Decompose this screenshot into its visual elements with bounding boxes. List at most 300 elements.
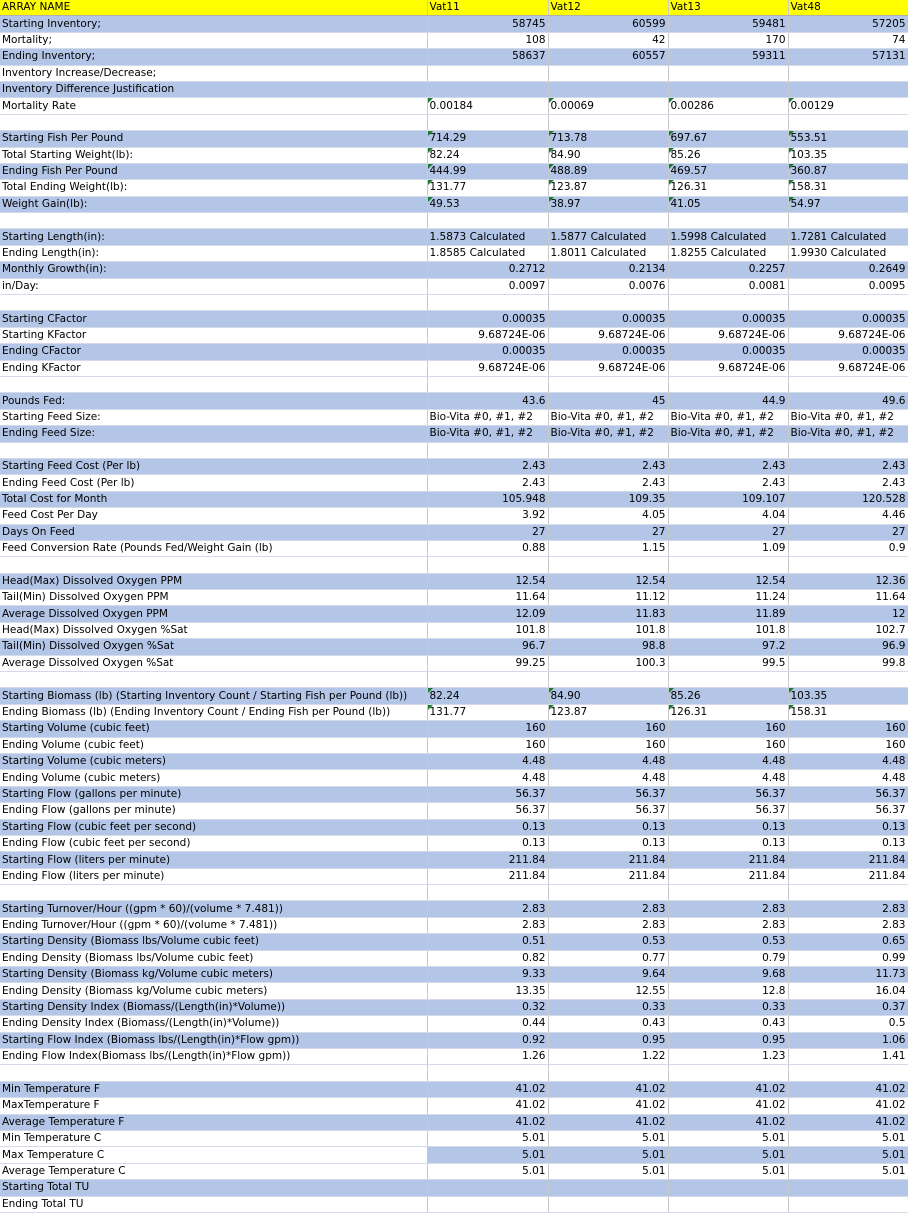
value-cell[interactable]: 0.00035 bbox=[668, 311, 788, 327]
empty-cell[interactable] bbox=[548, 114, 668, 130]
value-cell[interactable]: 211.84 bbox=[788, 868, 908, 884]
value-cell[interactable]: 160 bbox=[548, 721, 668, 737]
row-label-cell[interactable]: Ending Volume (cubic meters) bbox=[0, 770, 427, 786]
value-cell[interactable]: 3.92 bbox=[427, 508, 548, 524]
row-label-cell[interactable]: Tail(Min) Dissolved Oxygen PPM bbox=[0, 590, 427, 606]
value-cell[interactable]: 0.00035 bbox=[788, 344, 908, 360]
value-cell[interactable]: 12.54 bbox=[427, 573, 548, 589]
value-cell[interactable]: 27 bbox=[668, 524, 788, 540]
value-cell[interactable]: 41.05 bbox=[668, 196, 788, 212]
empty-cell[interactable] bbox=[668, 557, 788, 573]
row-label-cell[interactable]: Mortality Rate bbox=[0, 98, 427, 114]
value-cell[interactable]: 38.97 bbox=[548, 196, 668, 212]
row-label-cell[interactable]: Starting Density Index (Biomass/(Length(in)*Volume)) bbox=[0, 999, 427, 1015]
value-cell[interactable]: 1.5877 Calculated bbox=[548, 229, 668, 245]
value-cell[interactable]: 2.43 bbox=[668, 458, 788, 474]
value-cell[interactable]: 160 bbox=[788, 721, 908, 737]
empty-cell[interactable] bbox=[0, 442, 427, 458]
value-cell[interactable]: 41.02 bbox=[548, 1081, 668, 1097]
row-label-cell[interactable]: in/Day: bbox=[0, 278, 427, 294]
value-cell[interactable]: 58745 bbox=[427, 16, 548, 32]
value-cell[interactable]: 9.68724E-06 bbox=[668, 327, 788, 343]
value-cell[interactable]: 5.01 bbox=[548, 1163, 668, 1179]
value-cell[interactable]: 74 bbox=[788, 32, 908, 48]
value-cell[interactable]: 103.35 bbox=[788, 147, 908, 163]
value-cell[interactable]: 11.83 bbox=[548, 606, 668, 622]
row-label-cell[interactable]: Mortality; bbox=[0, 32, 427, 48]
empty-cell[interactable] bbox=[548, 442, 668, 458]
row-label-cell[interactable]: Starting CFactor bbox=[0, 311, 427, 327]
value-cell[interactable]: 96.9 bbox=[788, 639, 908, 655]
value-cell[interactable]: 1.15 bbox=[548, 540, 668, 556]
value-cell[interactable]: 158.31 bbox=[788, 704, 908, 720]
value-cell[interactable] bbox=[668, 1180, 788, 1196]
value-cell[interactable]: 56.37 bbox=[427, 803, 548, 819]
value-cell[interactable]: 0.00184 bbox=[427, 98, 548, 114]
empty-cell[interactable] bbox=[788, 557, 908, 573]
value-cell[interactable]: 0.2712 bbox=[427, 262, 548, 278]
value-cell[interactable]: 4.48 bbox=[427, 770, 548, 786]
value-cell[interactable]: 60599 bbox=[548, 16, 668, 32]
value-cell[interactable]: 27 bbox=[548, 524, 668, 540]
value-cell[interactable]: Bio-Vita #0, #1, #2 bbox=[427, 409, 548, 425]
value-cell[interactable]: 0.13 bbox=[427, 835, 548, 851]
value-cell[interactable]: 60557 bbox=[548, 49, 668, 65]
value-cell[interactable]: 4.46 bbox=[788, 508, 908, 524]
value-cell[interactable]: 0.13 bbox=[668, 835, 788, 851]
value-cell[interactable]: 5.01 bbox=[668, 1163, 788, 1179]
value-cell[interactable]: 5.01 bbox=[548, 1147, 668, 1163]
empty-cell[interactable] bbox=[548, 672, 668, 688]
value-cell[interactable]: 160 bbox=[427, 721, 548, 737]
value-cell[interactable]: 41.02 bbox=[668, 1081, 788, 1097]
value-cell[interactable]: 41.02 bbox=[788, 1114, 908, 1130]
empty-cell[interactable] bbox=[427, 295, 548, 311]
row-label-cell[interactable]: Inventory Increase/Decrease; bbox=[0, 65, 427, 81]
empty-cell[interactable] bbox=[788, 442, 908, 458]
value-cell[interactable]: 4.48 bbox=[427, 753, 548, 769]
value-cell[interactable]: 13.35 bbox=[427, 983, 548, 999]
empty-cell[interactable] bbox=[788, 1065, 908, 1081]
value-cell[interactable]: 0.00035 bbox=[548, 311, 668, 327]
value-cell[interactable]: 9.68 bbox=[668, 967, 788, 983]
value-cell[interactable]: 0.0076 bbox=[548, 278, 668, 294]
value-cell[interactable]: 123.87 bbox=[548, 704, 668, 720]
empty-cell[interactable] bbox=[788, 114, 908, 130]
row-label-cell[interactable]: MaxTemperature F bbox=[0, 1098, 427, 1114]
value-cell[interactable]: 0.00069 bbox=[548, 98, 668, 114]
value-cell[interactable]: 11.64 bbox=[788, 590, 908, 606]
value-cell[interactable]: 11.89 bbox=[668, 606, 788, 622]
value-cell[interactable]: 102.7 bbox=[788, 622, 908, 638]
value-cell[interactable]: 12.36 bbox=[788, 573, 908, 589]
value-cell[interactable]: 49.6 bbox=[788, 393, 908, 409]
row-label-cell[interactable]: Average Dissolved Oxygen PPM bbox=[0, 606, 427, 622]
value-cell[interactable]: 553.51 bbox=[788, 131, 908, 147]
value-cell[interactable] bbox=[427, 1180, 548, 1196]
value-cell[interactable] bbox=[427, 65, 548, 81]
value-cell[interactable]: 211.84 bbox=[427, 868, 548, 884]
value-cell[interactable]: 11.24 bbox=[668, 590, 788, 606]
row-label-cell[interactable]: Starting Density (Biomass kg/Volume cubic meters) bbox=[0, 967, 427, 983]
value-cell[interactable]: Bio-Vita #0, #1, #2 bbox=[548, 426, 668, 442]
value-cell[interactable]: 2.83 bbox=[548, 917, 668, 933]
value-cell[interactable]: 27 bbox=[788, 524, 908, 540]
value-cell[interactable]: 56.37 bbox=[427, 786, 548, 802]
value-cell[interactable]: 0.13 bbox=[788, 819, 908, 835]
value-cell[interactable]: 56.37 bbox=[548, 803, 668, 819]
value-cell[interactable]: Bio-Vita #0, #1, #2 bbox=[548, 409, 668, 425]
value-cell[interactable]: 5.01 bbox=[668, 1147, 788, 1163]
empty-cell[interactable] bbox=[788, 376, 908, 392]
row-label-cell[interactable]: Average Temperature C bbox=[0, 1163, 427, 1179]
empty-cell[interactable] bbox=[548, 376, 668, 392]
header-cell-vat13[interactable]: Vat13 bbox=[668, 0, 788, 16]
value-cell[interactable]: 101.8 bbox=[427, 622, 548, 638]
row-label-cell[interactable]: Ending Flow (cubic feet per second) bbox=[0, 835, 427, 851]
value-cell[interactable]: 5.01 bbox=[427, 1163, 548, 1179]
empty-cell[interactable] bbox=[668, 442, 788, 458]
row-label-cell[interactable]: Head(Max) Dissolved Oxygen PPM bbox=[0, 573, 427, 589]
value-cell[interactable]: 0.00035 bbox=[788, 311, 908, 327]
empty-cell[interactable] bbox=[668, 295, 788, 311]
value-cell[interactable]: 1.8585 Calculated bbox=[427, 245, 548, 261]
empty-cell[interactable] bbox=[427, 114, 548, 130]
value-cell[interactable] bbox=[668, 81, 788, 97]
value-cell[interactable]: 105.948 bbox=[427, 491, 548, 507]
value-cell[interactable]: 0.00035 bbox=[668, 344, 788, 360]
value-cell[interactable]: 0.43 bbox=[668, 1016, 788, 1032]
value-cell[interactable]: 2.83 bbox=[427, 917, 548, 933]
value-cell[interactable]: 0.33 bbox=[548, 999, 668, 1015]
value-cell[interactable]: 5.01 bbox=[788, 1130, 908, 1146]
row-label-cell[interactable]: Ending Density (Biomass kg/Volume cubic meters) bbox=[0, 983, 427, 999]
empty-cell[interactable] bbox=[548, 295, 668, 311]
value-cell[interactable]: 56.37 bbox=[548, 786, 668, 802]
value-cell[interactable] bbox=[548, 1180, 668, 1196]
value-cell[interactable]: 131.77 bbox=[427, 180, 548, 196]
row-label-cell[interactable]: Days On Feed bbox=[0, 524, 427, 540]
empty-cell[interactable] bbox=[427, 442, 548, 458]
row-label-cell[interactable]: Total Cost for Month bbox=[0, 491, 427, 507]
value-cell[interactable]: 0.13 bbox=[788, 835, 908, 851]
value-cell[interactable]: 0.88 bbox=[427, 540, 548, 556]
value-cell[interactable]: 0.0081 bbox=[668, 278, 788, 294]
value-cell[interactable]: 1.06 bbox=[788, 1032, 908, 1048]
value-cell[interactable]: 1.8255 Calculated bbox=[668, 245, 788, 261]
value-cell[interactable]: 4.48 bbox=[668, 770, 788, 786]
value-cell[interactable]: 56.37 bbox=[668, 786, 788, 802]
value-cell[interactable]: 0.95 bbox=[548, 1032, 668, 1048]
value-cell[interactable]: 1.23 bbox=[668, 1049, 788, 1065]
row-label-cell[interactable]: Starting Turnover/Hour ((gpm * 60)/(volume * 7.481)) bbox=[0, 901, 427, 917]
row-label-cell[interactable]: Starting Flow (liters per minute) bbox=[0, 852, 427, 868]
value-cell[interactable]: 0.37 bbox=[788, 999, 908, 1015]
value-cell[interactable]: 56.37 bbox=[788, 803, 908, 819]
value-cell[interactable]: 1.5873 Calculated bbox=[427, 229, 548, 245]
value-cell[interactable] bbox=[548, 81, 668, 97]
empty-cell[interactable] bbox=[548, 557, 668, 573]
value-cell[interactable]: 126.31 bbox=[668, 704, 788, 720]
value-cell[interactable]: 1.5998 Calculated bbox=[668, 229, 788, 245]
value-cell[interactable]: 4.48 bbox=[788, 770, 908, 786]
row-label-cell[interactable]: Ending Feed Size: bbox=[0, 426, 427, 442]
empty-cell[interactable] bbox=[427, 885, 548, 901]
value-cell[interactable]: 360.87 bbox=[788, 163, 908, 179]
value-cell[interactable]: 99.8 bbox=[788, 655, 908, 671]
value-cell[interactable] bbox=[548, 1196, 668, 1212]
row-label-cell[interactable]: Max Temperature C bbox=[0, 1147, 427, 1163]
value-cell[interactable]: Bio-Vita #0, #1, #2 bbox=[427, 426, 548, 442]
value-cell[interactable] bbox=[788, 1180, 908, 1196]
value-cell[interactable]: 0.13 bbox=[548, 819, 668, 835]
value-cell[interactable]: 41.02 bbox=[427, 1098, 548, 1114]
value-cell[interactable]: 42 bbox=[548, 32, 668, 48]
empty-cell[interactable] bbox=[0, 1065, 427, 1081]
value-cell[interactable]: 57131 bbox=[788, 49, 908, 65]
empty-cell[interactable] bbox=[788, 213, 908, 229]
row-label-cell[interactable]: Ending Biomass (lb) (Ending Inventory Count / Ending Fish per Pound (lb)) bbox=[0, 704, 427, 720]
row-label-cell[interactable]: Starting Density (Biomass lbs/Volume cubic feet) bbox=[0, 934, 427, 950]
value-cell[interactable]: 0.95 bbox=[668, 1032, 788, 1048]
value-cell[interactable]: 2.43 bbox=[788, 458, 908, 474]
empty-cell[interactable] bbox=[0, 672, 427, 688]
value-cell[interactable] bbox=[668, 65, 788, 81]
row-label-cell[interactable]: Starting Fish Per Pound bbox=[0, 131, 427, 147]
value-cell[interactable]: 1.22 bbox=[548, 1049, 668, 1065]
value-cell[interactable]: Bio-Vita #0, #1, #2 bbox=[788, 409, 908, 425]
value-cell[interactable]: 0.44 bbox=[427, 1016, 548, 1032]
value-cell[interactable]: 5.01 bbox=[788, 1163, 908, 1179]
value-cell[interactable]: 0.9 bbox=[788, 540, 908, 556]
value-cell[interactable]: 160 bbox=[427, 737, 548, 753]
value-cell[interactable]: 41.02 bbox=[788, 1098, 908, 1114]
empty-cell[interactable] bbox=[548, 1065, 668, 1081]
empty-cell[interactable] bbox=[548, 885, 668, 901]
value-cell[interactable]: 1.41 bbox=[788, 1049, 908, 1065]
row-label-cell[interactable]: Feed Cost Per Day bbox=[0, 508, 427, 524]
value-cell[interactable]: 5.01 bbox=[668, 1130, 788, 1146]
header-cell-vat11[interactable]: Vat11 bbox=[427, 0, 548, 16]
value-cell[interactable]: 2.43 bbox=[427, 475, 548, 491]
empty-cell[interactable] bbox=[0, 376, 427, 392]
value-cell[interactable]: 5.01 bbox=[427, 1147, 548, 1163]
value-cell[interactable]: 2.83 bbox=[788, 917, 908, 933]
row-label-cell[interactable]: Ending Density Index (Biomass/(Length(in)*Volume)) bbox=[0, 1016, 427, 1032]
value-cell[interactable]: 211.84 bbox=[788, 852, 908, 868]
empty-cell[interactable] bbox=[0, 114, 427, 130]
value-cell[interactable]: 0.13 bbox=[427, 819, 548, 835]
value-cell[interactable]: 4.48 bbox=[788, 753, 908, 769]
value-cell[interactable]: 9.68724E-06 bbox=[788, 360, 908, 376]
value-cell[interactable]: 714.29 bbox=[427, 131, 548, 147]
value-cell[interactable] bbox=[427, 1196, 548, 1212]
value-cell[interactable]: 1.09 bbox=[668, 540, 788, 556]
value-cell[interactable]: 9.68724E-06 bbox=[548, 360, 668, 376]
value-cell[interactable]: 0.79 bbox=[668, 950, 788, 966]
value-cell[interactable]: 160 bbox=[668, 737, 788, 753]
value-cell[interactable]: 126.31 bbox=[668, 180, 788, 196]
value-cell[interactable]: 109.35 bbox=[548, 491, 668, 507]
value-cell[interactable]: 2.83 bbox=[668, 901, 788, 917]
value-cell[interactable]: 120.528 bbox=[788, 491, 908, 507]
value-cell[interactable]: 0.43 bbox=[548, 1016, 668, 1032]
row-label-cell[interactable]: Starting Feed Cost (Per lb) bbox=[0, 458, 427, 474]
value-cell[interactable]: 109.107 bbox=[668, 491, 788, 507]
value-cell[interactable]: 4.48 bbox=[548, 770, 668, 786]
row-label-cell[interactable]: Ending Length(in): bbox=[0, 245, 427, 261]
value-cell[interactable]: 41.02 bbox=[788, 1081, 908, 1097]
value-cell[interactable]: 27 bbox=[427, 524, 548, 540]
value-cell[interactable]: 41.02 bbox=[668, 1114, 788, 1130]
value-cell[interactable]: 0.2134 bbox=[548, 262, 668, 278]
row-label-cell[interactable]: Pounds Fed: bbox=[0, 393, 427, 409]
empty-cell[interactable] bbox=[427, 1065, 548, 1081]
header-cell-vat48[interactable]: Vat48 bbox=[788, 0, 908, 16]
value-cell[interactable]: 4.48 bbox=[548, 753, 668, 769]
value-cell[interactable]: 1.9930 Calculated bbox=[788, 245, 908, 261]
value-cell[interactable]: 2.43 bbox=[427, 458, 548, 474]
row-label-cell[interactable]: Ending KFactor bbox=[0, 360, 427, 376]
row-label-cell[interactable]: Starting Inventory; bbox=[0, 16, 427, 32]
row-label-cell[interactable]: Ending Flow (liters per minute) bbox=[0, 868, 427, 884]
value-cell[interactable]: 0.13 bbox=[548, 835, 668, 851]
value-cell[interactable]: Bio-Vita #0, #1, #2 bbox=[668, 426, 788, 442]
value-cell[interactable]: 0.77 bbox=[548, 950, 668, 966]
row-label-cell[interactable]: Ending Inventory; bbox=[0, 49, 427, 65]
row-label-cell[interactable]: Min Temperature C bbox=[0, 1130, 427, 1146]
value-cell[interactable]: 0.0097 bbox=[427, 278, 548, 294]
value-cell[interactable]: 160 bbox=[548, 737, 668, 753]
value-cell[interactable]: 0.33 bbox=[668, 999, 788, 1015]
value-cell[interactable]: 211.84 bbox=[427, 852, 548, 868]
value-cell[interactable]: 59481 bbox=[668, 16, 788, 32]
empty-cell[interactable] bbox=[427, 557, 548, 573]
row-label-cell[interactable]: Ending Feed Cost (Per lb) bbox=[0, 475, 427, 491]
value-cell[interactable]: 99.25 bbox=[427, 655, 548, 671]
value-cell[interactable] bbox=[788, 65, 908, 81]
value-cell[interactable]: 0.00286 bbox=[668, 98, 788, 114]
value-cell[interactable]: 41.02 bbox=[548, 1098, 668, 1114]
empty-cell[interactable] bbox=[427, 672, 548, 688]
value-cell[interactable]: 41.02 bbox=[668, 1098, 788, 1114]
value-cell[interactable]: 170 bbox=[668, 32, 788, 48]
value-cell[interactable]: 0.99 bbox=[788, 950, 908, 966]
value-cell[interactable]: 1.8011 Calculated bbox=[548, 245, 668, 261]
value-cell[interactable]: 9.68724E-06 bbox=[788, 327, 908, 343]
value-cell[interactable] bbox=[668, 1196, 788, 1212]
value-cell[interactable]: 56.37 bbox=[788, 786, 908, 802]
value-cell[interactable]: 211.84 bbox=[668, 868, 788, 884]
value-cell[interactable]: 211.84 bbox=[668, 852, 788, 868]
value-cell[interactable]: 99.5 bbox=[668, 655, 788, 671]
value-cell[interactable]: 108 bbox=[427, 32, 548, 48]
value-cell[interactable]: 11.12 bbox=[548, 590, 668, 606]
value-cell[interactable]: 9.68724E-06 bbox=[427, 327, 548, 343]
value-cell[interactable]: 84.90 bbox=[548, 688, 668, 704]
value-cell[interactable]: 0.13 bbox=[668, 819, 788, 835]
value-cell[interactable] bbox=[788, 1196, 908, 1212]
value-cell[interactable]: 85.26 bbox=[668, 688, 788, 704]
value-cell[interactable]: 101.8 bbox=[548, 622, 668, 638]
empty-cell[interactable] bbox=[0, 557, 427, 573]
empty-cell[interactable] bbox=[0, 213, 427, 229]
empty-cell[interactable] bbox=[668, 1065, 788, 1081]
value-cell[interactable]: 100.3 bbox=[548, 655, 668, 671]
row-label-cell[interactable]: Starting Length(in): bbox=[0, 229, 427, 245]
row-label-cell[interactable]: Starting Flow (cubic feet per second) bbox=[0, 819, 427, 835]
row-label-cell[interactable]: Head(Max) Dissolved Oxygen %Sat bbox=[0, 622, 427, 638]
value-cell[interactable]: 82.24 bbox=[427, 688, 548, 704]
empty-cell[interactable] bbox=[788, 672, 908, 688]
empty-cell[interactable] bbox=[0, 295, 427, 311]
value-cell[interactable]: 101.8 bbox=[668, 622, 788, 638]
row-label-cell[interactable]: Ending Fish Per Pound bbox=[0, 163, 427, 179]
empty-cell[interactable] bbox=[668, 672, 788, 688]
value-cell[interactable]: 44.9 bbox=[668, 393, 788, 409]
value-cell[interactable]: 4.04 bbox=[668, 508, 788, 524]
value-cell[interactable]: Bio-Vita #0, #1, #2 bbox=[668, 409, 788, 425]
value-cell[interactable]: 0.00129 bbox=[788, 98, 908, 114]
value-cell[interactable]: 11.64 bbox=[427, 590, 548, 606]
empty-cell[interactable] bbox=[0, 885, 427, 901]
value-cell[interactable]: 0.92 bbox=[427, 1032, 548, 1048]
value-cell[interactable]: 444.99 bbox=[427, 163, 548, 179]
row-label-cell[interactable]: Average Temperature F bbox=[0, 1114, 427, 1130]
row-label-cell[interactable]: Monthly Growth(in): bbox=[0, 262, 427, 278]
row-label-cell[interactable]: Ending CFactor bbox=[0, 344, 427, 360]
row-label-cell[interactable]: Min Temperature F bbox=[0, 1081, 427, 1097]
row-label-cell[interactable]: Ending Flow (gallons per minute) bbox=[0, 803, 427, 819]
value-cell[interactable]: 12.55 bbox=[548, 983, 668, 999]
row-label-cell[interactable]: Inventory Difference Justification bbox=[0, 81, 427, 97]
row-label-cell[interactable]: Starting Biomass (lb) (Starting Inventory Count / Starting Fish per Pound (lb)) bbox=[0, 688, 427, 704]
value-cell[interactable]: 2.83 bbox=[668, 917, 788, 933]
value-cell[interactable]: 469.57 bbox=[668, 163, 788, 179]
value-cell[interactable]: 211.84 bbox=[548, 852, 668, 868]
value-cell[interactable]: 0.2257 bbox=[668, 262, 788, 278]
value-cell[interactable]: 56.37 bbox=[668, 803, 788, 819]
value-cell[interactable]: 49.53 bbox=[427, 196, 548, 212]
value-cell[interactable]: Bio-Vita #0, #1, #2 bbox=[788, 426, 908, 442]
row-label-cell[interactable]: Starting KFactor bbox=[0, 327, 427, 343]
value-cell[interactable]: 54.97 bbox=[788, 196, 908, 212]
value-cell[interactable] bbox=[427, 81, 548, 97]
value-cell[interactable]: 2.83 bbox=[788, 901, 908, 917]
value-cell[interactable]: 11.73 bbox=[788, 967, 908, 983]
row-label-cell[interactable]: Average Dissolved Oxygen %Sat bbox=[0, 655, 427, 671]
row-label-cell[interactable]: Total Ending Weight(lb): bbox=[0, 180, 427, 196]
empty-cell[interactable] bbox=[788, 885, 908, 901]
value-cell[interactable]: 59311 bbox=[668, 49, 788, 65]
value-cell[interactable] bbox=[548, 65, 668, 81]
value-cell[interactable]: 9.68724E-06 bbox=[427, 360, 548, 376]
value-cell[interactable]: 0.0095 bbox=[788, 278, 908, 294]
value-cell[interactable]: 98.8 bbox=[548, 639, 668, 655]
value-cell[interactable]: 84.90 bbox=[548, 147, 668, 163]
value-cell[interactable]: 488.89 bbox=[548, 163, 668, 179]
value-cell[interactable]: 12 bbox=[788, 606, 908, 622]
header-cell-array-name[interactable]: ARRAY NAME bbox=[0, 0, 427, 16]
row-label-cell[interactable]: Ending Density (Biomass lbs/Volume cubic feet) bbox=[0, 950, 427, 966]
value-cell[interactable]: 57205 bbox=[788, 16, 908, 32]
value-cell[interactable]: 2.43 bbox=[668, 475, 788, 491]
value-cell[interactable]: 0.32 bbox=[427, 999, 548, 1015]
value-cell[interactable]: 1.7281 Calculated bbox=[788, 229, 908, 245]
value-cell[interactable]: 0.00035 bbox=[427, 344, 548, 360]
row-label-cell[interactable]: Tail(Min) Dissolved Oxygen %Sat bbox=[0, 639, 427, 655]
empty-cell[interactable] bbox=[668, 885, 788, 901]
